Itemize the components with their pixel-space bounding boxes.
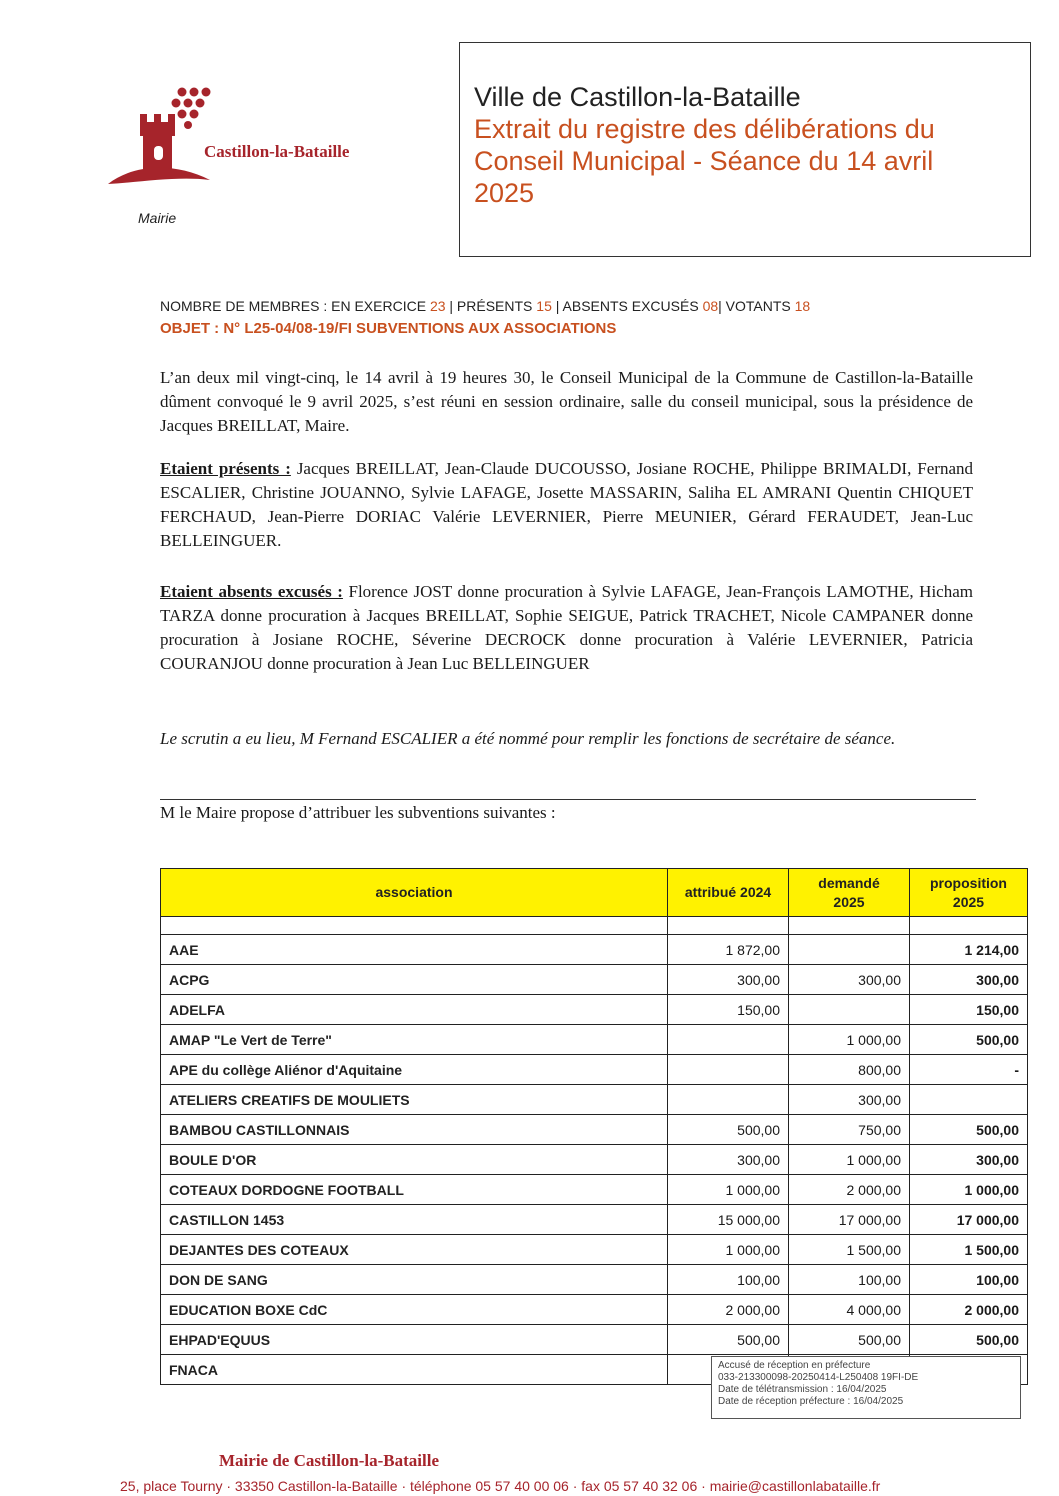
table-header-row [161, 869, 1028, 917]
attribue-2024-cell: 300,00 [668, 965, 789, 995]
association-cell: FNACA [161, 1355, 668, 1385]
mairie-logo [104, 84, 424, 234]
absents-label: Etaient absents excusés : [160, 582, 343, 601]
table-row [161, 995, 1028, 1025]
association-cell: BAMBOU CASTILLONNAIS [161, 1115, 668, 1145]
table-row [161, 1025, 1028, 1055]
header-demande-2025: demandé 2025 [789, 869, 910, 917]
title-register-3: 2025 [474, 178, 535, 208]
objet-heading: OBJET : N° L25-04/08-19/FI SUBVENTIONS AUX ASSOCIATIONS [160, 320, 617, 337]
demande-2025-cell: 17 000,00 [789, 1205, 910, 1235]
association-cell: EHPAD'EQUUS [161, 1325, 668, 1355]
attribue-2024-cell [668, 1025, 789, 1055]
subsidies-table [160, 868, 1028, 1385]
table-row [161, 1085, 1028, 1115]
members-en-exercice: 23 [429, 298, 446, 314]
table-row [161, 1265, 1028, 1295]
demande-2025-cell: 300,00 [789, 965, 910, 995]
demande-2025-cell [789, 995, 910, 1025]
divider-line [160, 799, 976, 800]
association-cell: COTEAUX DORDOGNE FOOTBALL [161, 1175, 668, 1205]
members-prefix: NOMBRE DE MEMBRES : EN EXERCICE [160, 298, 430, 314]
members-votants: 18 [794, 298, 811, 314]
attribue-2024-cell: 150,00 [668, 995, 789, 1025]
members-presents: 15 [536, 298, 552, 314]
demande-2025-cell: 500,00 [789, 1325, 910, 1355]
proposition-2025-cell: 500,00 [910, 1025, 1028, 1055]
presents-paragraph [160, 457, 973, 553]
title-register-2: Conseil Municipal - Séance du 14 avril [474, 146, 934, 176]
title-city: Ville de Castillon-la-Bataille [474, 82, 801, 112]
association-cell: AAE [161, 935, 668, 965]
preamble-paragraph: L’an deux mil vingt-cinq, le 14 avril à 19 heures 30, le Conseil Municipal de la Commune de Castillon-la-Bataille dûment convoqué le 9 avril 2025, s’est réuni en session ordinaire, salle du conseil municipal, sous la présidence de Jacques BREILLAT, Maire. [160, 368, 973, 435]
proposition-2025-cell: 500,00 [910, 1325, 1028, 1355]
stamp-line-1: Accusé de réception en préfecture [718, 1360, 871, 1371]
proposition-2025-cell: 1 214,00 [910, 935, 1028, 965]
demande-2025-cell: 300,00 [789, 1085, 910, 1115]
association-cell: ATELIERS CREATIFS DE MOULIETS [161, 1085, 668, 1115]
association-cell: ADELFA [161, 995, 668, 1025]
stamp-line-3: Date de télétransmission : 16/04/2025 [718, 1384, 887, 1395]
proposition-2025-cell [910, 1085, 1028, 1115]
demande-2025-cell: 1 000,00 [789, 1025, 910, 1055]
association-cell: EDUCATION BOXE CdC [161, 1295, 668, 1325]
table-row [161, 1115, 1028, 1145]
table-row [161, 1145, 1028, 1175]
demande-2025-cell: 1 500,00 [789, 1235, 910, 1265]
table-row [161, 1055, 1028, 1085]
stamp-line-4: Date de réception préfecture : 16/04/2025 [718, 1396, 904, 1407]
demande-2025-cell: 1 000,00 [789, 1145, 910, 1175]
table-row [161, 965, 1028, 995]
table-row [161, 1175, 1028, 1205]
title-register-1: Extrait du registre des délibérations du [474, 114, 935, 144]
proposition-2025-cell: 150,00 [910, 995, 1028, 1025]
proposition-2025-cell: 2 000,00 [910, 1295, 1028, 1325]
association-cell: CASTILLON 1453 [161, 1205, 668, 1235]
proposition-2025-cell: 1 000,00 [910, 1175, 1028, 1205]
table-row [161, 1205, 1028, 1235]
absents-paragraph [160, 580, 973, 676]
attribue-2024-cell: 100,00 [668, 1265, 789, 1295]
proposition-2025-cell: 300,00 [910, 1145, 1028, 1175]
header-attribue-2024: attribué 2024 [668, 869, 789, 917]
attribue-2024-cell: 1 000,00 [668, 1235, 789, 1265]
proposition-2025-cell: 17 000,00 [910, 1205, 1028, 1235]
association-cell: AMAP "Le Vert de Terre" [161, 1025, 668, 1055]
logo-name: Castillon-la-Bataille [204, 142, 350, 161]
members-absents: 08 [702, 298, 719, 314]
association-cell: DEJANTES DES COTEAUX [161, 1235, 668, 1265]
demande-2025-cell: 4 000,00 [789, 1295, 910, 1325]
proposition-2025-cell: 500,00 [910, 1115, 1028, 1145]
logo-subtitle: Mairie [138, 210, 177, 226]
prefecture-stamp [711, 1356, 1021, 1419]
attribue-2024-cell: 1 872,00 [668, 935, 789, 965]
demande-2025-cell [789, 935, 910, 965]
table-row [161, 1295, 1028, 1325]
proposition-2025-cell: 1 500,00 [910, 1235, 1028, 1265]
proposition-2025-cell: 100,00 [910, 1265, 1028, 1295]
footer-address: 25, place Tourny · 33350 Castillon-la-Bataille · téléphone 05 57 40 00 06 · fax 05 57 40 32 06 · mairie@castillonlabataille.fr [120, 1478, 881, 1494]
demande-2025-cell: 800,00 [789, 1055, 910, 1085]
header-association: association [161, 869, 668, 917]
subsidies-intro: M le Maire propose d’attribuer les subventions suivantes : [160, 803, 556, 822]
attribue-2024-cell: 2 000,00 [668, 1295, 789, 1325]
table-row [161, 1235, 1028, 1265]
demande-2025-cell: 2 000,00 [789, 1175, 910, 1205]
members-votants-label: | VOTANTS [718, 298, 795, 314]
scrutin-paragraph: Le scrutin a eu lieu, M Fernand ESCALIER a été nommé pour remplir les fonctions de secrétaire de séance. [160, 729, 896, 748]
association-cell: ACPG [161, 965, 668, 995]
table-row [161, 1325, 1028, 1355]
members-absents-label: | ABSENTS EXCUSÉS [551, 298, 703, 314]
demande-2025-cell: 100,00 [789, 1265, 910, 1295]
members-presents-label: | PRÉSENTS [445, 298, 537, 314]
demande-2025-cell: 750,00 [789, 1115, 910, 1145]
association-cell: APE du collège Aliénor d'Aquitaine [161, 1055, 668, 1085]
footer-mairie-name: Mairie de Castillon-la-Bataille [219, 1451, 440, 1470]
stamp-line-2: 033-213300098-20250414-L250408 19FI-DE [718, 1372, 919, 1383]
attribue-2024-cell: 500,00 [668, 1115, 789, 1145]
attribue-2024-cell: 15 000,00 [668, 1205, 789, 1235]
attribue-2024-cell: 500,00 [668, 1325, 789, 1355]
spacer-row [161, 917, 1028, 935]
attribue-2024-cell [668, 1055, 789, 1085]
header-proposition-2025: proposition 2025 [910, 869, 1028, 917]
proposition-2025-cell: 300,00 [910, 965, 1028, 995]
presents-text: Jacques BREILLAT, Jean-Claude DUCOUSSO, Josiane ROCHE, Philippe BRIMALDI, Fernand ESCALIER, Christine JOUANNO, Sylvie LAFAGE, Josette MASSARIN, Saliha EL AMRANI Quentin CHIQUET FERCHAUD, Jean-Pierre DORIAC Valérie LEVERNIER, Pierre MEUNIER, Gérard FERAUDET, Jean-Luc BELLEINGUER. [160, 459, 973, 550]
title-box [459, 42, 1031, 257]
attribue-2024-cell: 1 000,00 [668, 1175, 789, 1205]
table-row [161, 935, 1028, 965]
association-cell: DON DE SANG [161, 1265, 668, 1295]
proposition-2025-cell: - [910, 1055, 1028, 1085]
presents-label: Etaient présents : [160, 459, 291, 478]
association-cell: BOULE D'OR [161, 1145, 668, 1175]
absents-text: Florence JOST donne procuration à Sylvie LAFAGE, Jean-François LAMOTHE, Hicham TARZA donne procuration à Jacques BREILLAT, Sophie SEIGUE, Patrick TRACHET, Nicole CAMPANER donne procuration à Josiane ROCHE, Séverine DECROCK donne procuration à Valérie LEVERNIER, Patricia COURANJOU donne procuration à Jean Luc BELLEINGUER [160, 582, 973, 673]
attribue-2024-cell: 300,00 [668, 1145, 789, 1175]
attribue-2024-cell [668, 1085, 789, 1115]
members-count [160, 298, 810, 314]
